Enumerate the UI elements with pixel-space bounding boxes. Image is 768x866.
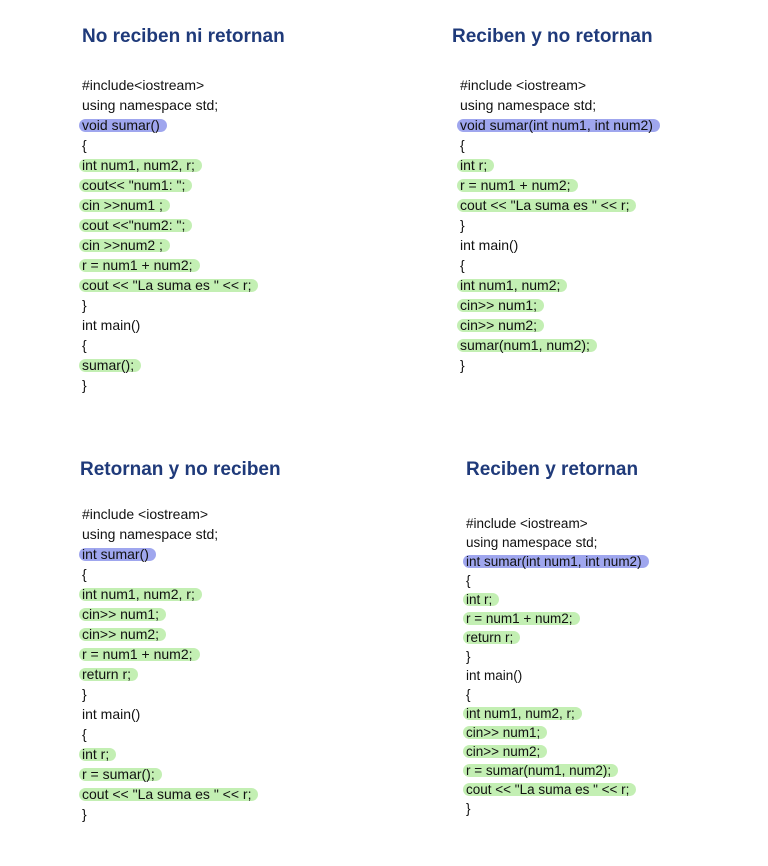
code-line	[82, 504, 251, 524]
code-text: {	[82, 337, 87, 353]
code-text: cin>> num2;	[466, 744, 541, 759]
code-text: #include <iostream>	[82, 506, 209, 522]
code-line	[466, 799, 642, 818]
code-text: cout <<"num2: ";	[82, 217, 186, 233]
code-line	[460, 235, 653, 255]
code-line	[466, 609, 642, 628]
code-text: return r;	[82, 666, 132, 682]
code-line	[460, 335, 653, 355]
code-line	[82, 115, 251, 135]
code-text: cout << "La suma es " << r;	[460, 197, 630, 213]
code-line	[82, 295, 251, 315]
code-text: {	[460, 257, 465, 273]
code-line	[460, 355, 653, 375]
code-text: int sumar()	[82, 546, 149, 562]
code-text: int num1, num2, r;	[466, 706, 575, 721]
code-text: int main()	[82, 317, 141, 333]
code-line	[82, 784, 251, 804]
code-line	[82, 175, 251, 195]
code-line	[82, 195, 251, 215]
code-text: cout << "La suma es " << r;	[82, 277, 252, 293]
code-text: cin>> num1;	[466, 725, 541, 740]
code-text: void sumar()	[82, 117, 160, 133]
code-line	[82, 764, 251, 784]
code-line	[82, 135, 251, 155]
code-text: int num1, num2, r;	[82, 157, 195, 173]
code-text: r = num1 + num2;	[460, 177, 571, 193]
code-block	[460, 75, 653, 375]
code-line	[466, 742, 642, 761]
code-text: }	[82, 377, 87, 393]
code-line	[466, 685, 642, 704]
code-text: int main()	[82, 706, 141, 722]
code-line	[82, 664, 251, 684]
code-line	[466, 514, 642, 533]
code-text: r = sumar();	[82, 766, 155, 782]
code-line	[460, 215, 653, 235]
code-line	[466, 628, 642, 647]
code-line	[82, 235, 251, 255]
panel-title: Reciben y no retornan	[452, 26, 653, 47]
code-line	[82, 624, 251, 644]
code-line	[460, 95, 653, 115]
code-line	[460, 75, 653, 95]
code-text: {	[466, 687, 471, 702]
code-text: {	[82, 566, 87, 582]
code-line	[82, 584, 251, 604]
code-line	[82, 644, 251, 664]
code-text: cin>> num1;	[460, 297, 538, 313]
code-text: {	[460, 137, 465, 153]
code-text: int num1, num2, r;	[82, 586, 195, 602]
code-text: cout << "La suma es " << r;	[82, 786, 252, 802]
code-text: using namespace std;	[82, 526, 219, 542]
code-line	[82, 604, 251, 624]
code-text: cin>> num2;	[460, 317, 538, 333]
code-text: {	[82, 137, 87, 153]
code-text: {	[466, 573, 471, 588]
code-line	[82, 255, 251, 275]
code-text: r = num1 + num2;	[82, 257, 193, 273]
code-line	[466, 571, 642, 590]
code-line	[82, 335, 251, 355]
code-text: using namespace std;	[460, 97, 597, 113]
code-text: cin>> num2;	[82, 626, 160, 642]
code-text: }	[82, 297, 87, 313]
code-line	[82, 524, 251, 544]
code-line	[460, 315, 653, 335]
code-line	[82, 744, 251, 764]
code-line	[460, 135, 653, 155]
panel-no-reciben-ni-retornan	[82, 26, 342, 406]
panel-title: No reciben ni retornan	[82, 26, 285, 47]
code-line	[466, 666, 642, 685]
code-line	[82, 684, 251, 704]
panel-reciben-y-retornan	[466, 459, 726, 839]
code-text: int sumar(int num1, int num2)	[466, 554, 642, 569]
code-text: r = sumar(num1, num2);	[466, 763, 612, 778]
panel-retornan-y-no-reciben	[80, 459, 340, 839]
code-line	[82, 315, 251, 335]
code-text: int r;	[82, 746, 110, 762]
code-line	[82, 95, 251, 115]
code-text: sumar();	[82, 357, 135, 373]
code-block	[466, 514, 642, 818]
code-text: #include<iostream>	[82, 77, 205, 93]
code-text: int r;	[466, 592, 493, 607]
code-line	[466, 533, 642, 552]
code-line	[460, 155, 653, 175]
code-text: cout << "La suma es " << r;	[466, 782, 630, 797]
code-text: int r;	[460, 157, 488, 173]
code-text: {	[82, 726, 87, 742]
code-text: void sumar(int num1, int num2)	[460, 117, 653, 133]
code-line	[82, 75, 251, 95]
code-line	[466, 647, 642, 666]
code-line	[82, 704, 251, 724]
code-text: }	[466, 649, 471, 664]
panel-title: Reciben y retornan	[466, 459, 639, 480]
code-line	[460, 115, 653, 135]
code-line	[82, 275, 251, 295]
code-text: cin >>num2 ;	[82, 237, 163, 253]
code-line	[460, 175, 653, 195]
code-line	[466, 723, 642, 742]
code-line	[460, 275, 653, 295]
code-text: }	[466, 801, 471, 816]
code-line	[82, 544, 251, 564]
code-text: #include <iostream>	[466, 516, 588, 531]
code-text: cout<< "num1: ";	[82, 177, 186, 193]
code-line	[82, 155, 251, 175]
code-block	[82, 75, 251, 395]
code-line	[82, 355, 251, 375]
code-text: #include <iostream>	[460, 77, 587, 93]
code-text: sumar(num1, num2);	[460, 337, 590, 353]
code-text: }	[82, 686, 87, 702]
code-line	[82, 564, 251, 584]
code-line	[82, 804, 251, 824]
code-text: }	[460, 217, 465, 233]
code-text: int main()	[466, 668, 523, 683]
code-text: }	[460, 357, 465, 373]
code-line	[466, 761, 642, 780]
code-line	[82, 724, 251, 744]
code-text: cin>> num1;	[82, 606, 160, 622]
code-block	[82, 504, 251, 824]
panel-reciben-y-no-retornan	[452, 26, 732, 386]
code-text: int num1, num2;	[460, 277, 561, 293]
code-text: }	[82, 806, 87, 822]
panel-title: Retornan y no reciben	[80, 459, 281, 480]
code-line	[466, 552, 642, 571]
code-line	[82, 215, 251, 235]
code-text: cin >>num1 ;	[82, 197, 163, 213]
code-line	[82, 375, 251, 395]
code-line	[460, 195, 653, 215]
code-line	[460, 255, 653, 275]
code-line	[466, 780, 642, 799]
code-line	[466, 704, 642, 723]
code-line	[460, 295, 653, 315]
code-text: r = num1 + num2;	[466, 611, 573, 626]
code-text: return r;	[466, 630, 514, 645]
code-line	[466, 590, 642, 609]
code-text: using namespace std;	[466, 535, 598, 550]
code-text: r = num1 + num2;	[82, 646, 193, 662]
code-text: using namespace std;	[82, 97, 219, 113]
code-text: int main()	[460, 237, 519, 253]
